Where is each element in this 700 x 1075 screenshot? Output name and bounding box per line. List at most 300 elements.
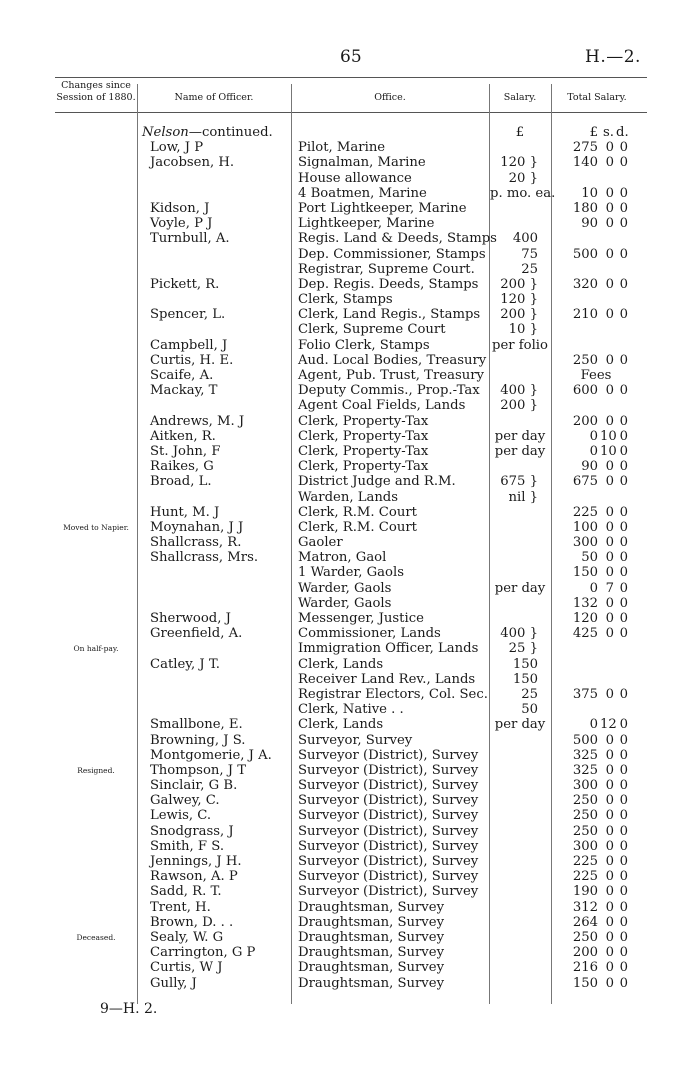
total-pounds: 500 [572, 732, 598, 748]
officer-name: Low, J P [150, 140, 204, 156]
total-pounds: 250 [572, 793, 598, 809]
table-row [0, 976, 700, 991]
total-pence: 0 [619, 838, 628, 854]
total-pounds: 210 [572, 307, 598, 323]
table-row [0, 171, 700, 186]
salary-value: per day [494, 443, 546, 459]
office-title: Clerk, Lands [298, 717, 384, 733]
total-shillings: 0 [605, 595, 614, 611]
office-title: House allowance [298, 170, 412, 186]
salary-value: 150 [512, 671, 538, 687]
change-note: On half-pay. [73, 644, 119, 654]
office-title: Agent, Pub. Trust, Treasury [298, 368, 484, 383]
total-pence: 0 [619, 550, 628, 566]
total-pence: 0 [619, 383, 628, 399]
total-shillings: 0 [605, 383, 614, 399]
salary-value: per day [494, 717, 546, 733]
office-title: Clerk, Property-Tax [298, 428, 429, 444]
unit-pence: d. [616, 125, 629, 140]
column-header-salary: Salary. [503, 92, 537, 103]
total-pence: 0 [619, 899, 628, 915]
total-shillings: 0 [605, 626, 614, 642]
total-pence: 0 [619, 762, 628, 778]
officer-name: Jennings, J H. [150, 854, 242, 869]
officer-name: Greenfield, A. [150, 626, 243, 642]
total-pence: 0 [619, 778, 628, 794]
total-pence: 0 [619, 185, 628, 201]
total-pounds: 100 [572, 519, 598, 535]
officer-name: St. John, F [150, 443, 221, 459]
table-row [0, 474, 700, 489]
office-title: Surveyor (District), Survey [298, 869, 479, 885]
total-shillings: 0 [605, 823, 614, 839]
table-row [0, 960, 700, 975]
total-shillings: 0 [605, 276, 614, 292]
total-shillings: 7 [605, 580, 614, 596]
officer-name: Galwey, C. [150, 793, 220, 809]
officer-name: Aitken, R. [150, 428, 216, 444]
office-title: Clerk, Lands [298, 656, 384, 672]
total-pence: 0 [619, 140, 628, 156]
total-pence: 0 [619, 717, 628, 733]
table-row [0, 581, 700, 596]
office-title: Dep. Commissioner, Stamps [298, 246, 486, 262]
change-note: Moved to Napier. [63, 522, 129, 532]
officer-name: Smith, F S. [150, 838, 225, 854]
total-shillings: 0 [605, 413, 614, 429]
office-title: Warder, Gaols [298, 580, 392, 596]
office-title: Signalman, Marine [298, 155, 426, 171]
total-shillings: 0 [605, 808, 614, 824]
table-row [0, 140, 700, 155]
office-title: Clerk, Supreme Court [298, 322, 446, 338]
table-row [0, 201, 700, 216]
total-pence: 0 [619, 519, 628, 535]
officer-name: Gully, J [150, 975, 197, 991]
total-pounds: 50 [581, 550, 598, 566]
total-pounds: 320 [572, 276, 598, 292]
total-shillings: 0 [605, 762, 614, 778]
total-shillings: 0 [605, 960, 614, 976]
office-title: Clerk, Land Regis., Stamps [298, 307, 481, 323]
page-reference: H.—2. [585, 47, 641, 67]
officer-name: Shallcrass, Mrs. [150, 550, 259, 566]
table-row [0, 262, 700, 277]
total-pounds: 150 [572, 975, 598, 991]
office-title: District Judge and R.M. [298, 474, 456, 490]
office-title: Commissioner, Lands [298, 626, 441, 642]
office-title: Clerk, R.M. Court [298, 504, 417, 520]
change-note: Deceased. [76, 932, 116, 942]
officer-name: Sadd, R. T. [150, 884, 222, 900]
unit-pounds: £ [589, 125, 598, 140]
total-pence: 0 [619, 793, 628, 809]
office-title: Draughtsman, Survey [298, 945, 445, 961]
total-shillings: 0 [605, 778, 614, 794]
salary-value: p. mo. ea. [490, 185, 556, 201]
officer-name: Kidson, J [150, 200, 210, 216]
salary-value: 200 } [500, 276, 538, 292]
total-pounds: 10 [581, 185, 598, 201]
table-row [0, 900, 700, 915]
officer-name: Moynahan, J J [150, 519, 244, 535]
table-row [0, 884, 700, 899]
officer-name: Thompson, J T [150, 762, 247, 778]
total-pounds: 300 [572, 535, 598, 551]
salary-value: 25 } [508, 641, 538, 657]
office-title: Warder, Gaols [298, 595, 392, 611]
total-pence: 0 [619, 732, 628, 748]
salary-value: 25 [521, 686, 538, 702]
total-pounds: 250 [572, 352, 598, 368]
total-pence: 0 [619, 307, 628, 323]
column-header-total: Total Salary. [567, 92, 627, 103]
total-pounds: 325 [572, 747, 598, 763]
salary-value: 120 } [500, 155, 538, 171]
officer-name: Voyle, P J [150, 216, 213, 232]
office-title: Draughtsman, Survey [298, 914, 445, 930]
table-row [0, 808, 700, 823]
table-row [0, 641, 700, 656]
total-pence: 0 [619, 535, 628, 551]
total-pounds: 200 [572, 945, 598, 961]
header-bottom-rule [55, 112, 647, 113]
total-pounds: 675 [572, 474, 598, 490]
section-row [0, 125, 700, 140]
table-row [0, 338, 700, 353]
office-title: Surveyor (District), Survey [298, 793, 479, 809]
total-pounds: 264 [572, 914, 598, 930]
total-shillings: 0 [605, 686, 614, 702]
table-row [0, 915, 700, 930]
total-pence: 0 [619, 459, 628, 475]
section-title: Nelson—continued. [142, 125, 273, 140]
total-shillings: 0 [605, 975, 614, 991]
table-row [0, 930, 700, 945]
table-row [0, 520, 700, 535]
total-shillings: 0 [605, 914, 614, 930]
office-title: Surveyor (District), Survey [298, 747, 479, 763]
total-shillings: 0 [605, 929, 614, 945]
office-title: Surveyor (District), Survey [298, 884, 479, 900]
salary-value: nil } [508, 489, 538, 505]
total-pounds: 90 [581, 459, 598, 475]
total-pounds: 250 [572, 929, 598, 945]
salary-value: 400 } [500, 626, 538, 642]
officer-name: Jacobsen, H. [150, 155, 235, 171]
table-row [0, 277, 700, 292]
officer-name: Lewis, C. [150, 808, 212, 824]
table-row [0, 657, 700, 672]
table-row [0, 505, 700, 520]
officer-name: Curtis, H. E. [150, 352, 234, 368]
total-shillings: 0 [605, 200, 614, 216]
total-pence: 0 [619, 960, 628, 976]
table-row [0, 565, 700, 580]
column-header-office: Office. [374, 92, 406, 103]
table-row [0, 459, 700, 474]
table-row [0, 368, 700, 383]
office-title: 4 Boatmen, Marine [298, 185, 427, 201]
total-pence: 0 [619, 565, 628, 581]
office-title: Receiver Land Rev., Lands [298, 671, 476, 687]
total-shillings: 10 [600, 443, 617, 459]
total-shillings: 0 [605, 246, 614, 262]
officer-name: Rawson, A. P [150, 869, 238, 885]
total-pounds: 216 [572, 960, 598, 976]
total-pounds: 180 [572, 200, 598, 216]
table-row [0, 429, 700, 444]
table-row [0, 672, 700, 687]
total-pounds: 132 [572, 595, 598, 611]
office-title: Agent Coal Fields, Lands [298, 398, 466, 414]
total-pounds: 150 [572, 565, 598, 581]
page-number: 65 [340, 47, 362, 67]
total-shillings: 0 [605, 945, 614, 961]
office-title: Dep. Regis. Deeds, Stamps [298, 276, 479, 292]
total-pence: 0 [619, 945, 628, 961]
salary-value: per day [494, 428, 546, 444]
total-shillings: 0 [605, 793, 614, 809]
total-pence: 0 [619, 854, 628, 869]
officer-name: Mackay, T [150, 383, 218, 399]
total-pounds: 225 [572, 854, 598, 869]
total-pence: 0 [619, 686, 628, 702]
total-shillings: 10 [600, 428, 617, 444]
officer-name: Campbell, J [150, 337, 228, 353]
total-pounds: 120 [572, 611, 598, 626]
total-pounds: 0 [589, 428, 598, 444]
total-shillings: 0 [605, 899, 614, 915]
total-pounds: 225 [572, 869, 598, 885]
office-title: Deputy Commis., Prop.-Tax [298, 383, 480, 399]
table-row [0, 869, 700, 884]
total-pence: 0 [619, 155, 628, 171]
total-shillings: 0 [605, 519, 614, 535]
office-title: Pilot, Marine [298, 140, 386, 156]
office-title: Surveyor (District), Survey [298, 808, 479, 824]
total-shillings: 0 [605, 884, 614, 900]
officer-name: Snodgrass, J [150, 823, 234, 839]
officer-name: Sinclair, G B. [150, 778, 238, 794]
total-shillings: 0 [605, 611, 614, 626]
officer-name: Broad, L. [150, 474, 212, 490]
officer-name: Brown, D. . . [150, 914, 234, 930]
total-pounds: 250 [572, 823, 598, 839]
total-pounds: 325 [572, 762, 598, 778]
table-row [0, 733, 700, 748]
officer-name: Browning, J S. [150, 732, 246, 748]
total-pounds: 300 [572, 778, 598, 794]
officer-name: Raikes, G [150, 459, 214, 475]
office-title: Messenger, Justice [298, 611, 424, 626]
office-title: Clerk, Property-Tax [298, 413, 429, 429]
table-row [0, 748, 700, 763]
table-row [0, 307, 700, 322]
officer-name: Curtis, W J [150, 960, 223, 976]
total-shillings: 0 [605, 307, 614, 323]
total-shillings: 0 [605, 535, 614, 551]
table-row [0, 155, 700, 170]
table-row [0, 414, 700, 429]
office-title: Draughtsman, Survey [298, 975, 445, 991]
total-shillings: 0 [605, 565, 614, 581]
table-row [0, 793, 700, 808]
office-title: Draughtsman, Survey [298, 960, 445, 976]
total-pence: 0 [619, 823, 628, 839]
total-pounds: 300 [572, 838, 598, 854]
office-title: Regis. Land & Deeds, Stamps [298, 231, 497, 247]
total-shillings: 0 [605, 838, 614, 854]
officer-name: Montgomerie, J A. [150, 747, 272, 763]
officer-name: Trent, H. [150, 899, 211, 915]
total-pence: 0 [619, 611, 628, 626]
total-pence: 0 [619, 808, 628, 824]
table-row [0, 550, 700, 565]
office-title: Matron, Gaol [298, 550, 387, 566]
officer-name: Carrington, G P [150, 945, 256, 961]
table-row [0, 444, 700, 459]
office-title: Folio Clerk, Stamps [298, 337, 430, 353]
office-title: Lightkeeper, Marine [298, 216, 435, 232]
total-pence: 0 [619, 595, 628, 611]
office-title: Gaoler [298, 535, 343, 551]
total-pence: 0 [619, 580, 628, 596]
office-title: Draughtsman, Survey [298, 929, 445, 945]
salary-table [0, 125, 700, 991]
office-title: Warden, Lands [298, 489, 399, 505]
officer-name: Spencer, L. [150, 307, 226, 323]
total-pence: 0 [619, 428, 628, 444]
office-title: Surveyor (District), Survey [298, 838, 479, 854]
total-pounds: 0 [589, 580, 598, 596]
total-pence: 0 [619, 246, 628, 262]
office-title: Registrar, Supreme Court. [298, 261, 475, 277]
salary-value: 150 [512, 656, 538, 672]
salary-value: per day [494, 580, 546, 596]
table-row [0, 626, 700, 641]
table-row [0, 322, 700, 337]
total-pounds: 500 [572, 246, 598, 262]
table-row [0, 763, 700, 778]
total-pence: 0 [619, 747, 628, 763]
total-shillings: 0 [605, 504, 614, 520]
officer-name: Shallcrass, R. [150, 535, 242, 551]
salary-value: 675 } [500, 474, 538, 490]
office-title: 1 Warder, Gaols [298, 565, 404, 581]
total-pounds: 225 [572, 504, 598, 520]
table-row [0, 945, 700, 960]
salary-value: per folio [492, 337, 548, 353]
total-pence: 0 [619, 975, 628, 991]
table-row [0, 611, 700, 626]
office-title: Surveyor (District), Survey [298, 778, 479, 794]
officer-name: Turnbull, A. [150, 231, 230, 247]
salary-value: 400 } [500, 383, 538, 399]
officer-name: Hunt, M. J [150, 504, 220, 520]
total-pounds: 140 [572, 155, 598, 171]
total-pence: 0 [619, 869, 628, 885]
office-title: Draughtsman, Survey [298, 899, 445, 915]
total-pounds: 312 [572, 899, 598, 915]
officer-name: Catley, J T. [150, 656, 220, 672]
total-shillings: 0 [605, 185, 614, 201]
officer-name: Sherwood, J [150, 611, 231, 626]
column-header-changes: Changes since Session of 1880. [56, 80, 136, 103]
table-row [0, 186, 700, 201]
printer-signature: 9—H. 2. [100, 1001, 158, 1017]
total-pence: 0 [619, 914, 628, 930]
total-pence: 0 [619, 504, 628, 520]
table-row [0, 292, 700, 307]
table-row [0, 231, 700, 246]
total-shillings: 0 [605, 155, 614, 171]
salary-value: 200 } [500, 398, 538, 414]
total-pence: 0 [619, 413, 628, 429]
unit-pound-salary: £ [515, 125, 525, 140]
office-title: Clerk, Property-Tax [298, 443, 429, 459]
total-pounds: 425 [572, 626, 598, 642]
table-row [0, 687, 700, 702]
table-row [0, 353, 700, 368]
total-pounds: 250 [572, 808, 598, 824]
total-pence: 0 [619, 216, 628, 232]
table-row [0, 535, 700, 550]
total-shillings: 0 [605, 732, 614, 748]
total-pence: 0 [619, 276, 628, 292]
total-shillings: 0 [605, 747, 614, 763]
total-pence: 0 [619, 884, 628, 900]
table-row [0, 854, 700, 869]
change-note: Resigned. [77, 765, 115, 775]
total-pence: 0 [619, 474, 628, 490]
total-text: Fees [580, 368, 612, 383]
total-shillings: 0 [605, 216, 614, 232]
salary-value: 25 [521, 261, 538, 277]
total-shillings: 0 [605, 352, 614, 368]
total-pence: 0 [619, 443, 628, 459]
officer-name: Smallbone, E. [150, 717, 243, 733]
office-title: Port Lightkeeper, Marine [298, 200, 467, 216]
table-row [0, 839, 700, 854]
table-row [0, 824, 700, 839]
total-shillings: 0 [605, 869, 614, 885]
total-shillings: 0 [605, 140, 614, 156]
total-shillings: 0 [605, 854, 614, 869]
salary-value: 10 } [508, 322, 538, 338]
salary-value: 75 [521, 246, 538, 262]
office-title: Surveyor (District), Survey [298, 762, 479, 778]
office-title: Clerk, Property-Tax [298, 459, 429, 475]
header-top-rule [55, 77, 647, 78]
table-row [0, 216, 700, 231]
total-shillings: 0 [605, 550, 614, 566]
total-pounds: 0 [589, 443, 598, 459]
salary-value: 50 [521, 702, 538, 718]
office-title: Clerk, Stamps [298, 292, 393, 308]
total-pence: 0 [619, 626, 628, 642]
column-header-name: Name of Officer. [174, 92, 254, 103]
total-pounds: 600 [572, 383, 598, 399]
officer-name: Scaife, A. [150, 368, 214, 383]
office-title: Clerk, R.M. Court [298, 519, 417, 535]
total-pounds: 0 [589, 717, 598, 733]
table-row [0, 596, 700, 611]
table-row [0, 702, 700, 717]
total-pounds: 90 [581, 216, 598, 232]
table-row [0, 398, 700, 413]
office-title: Surveyor, Survey [298, 732, 413, 748]
